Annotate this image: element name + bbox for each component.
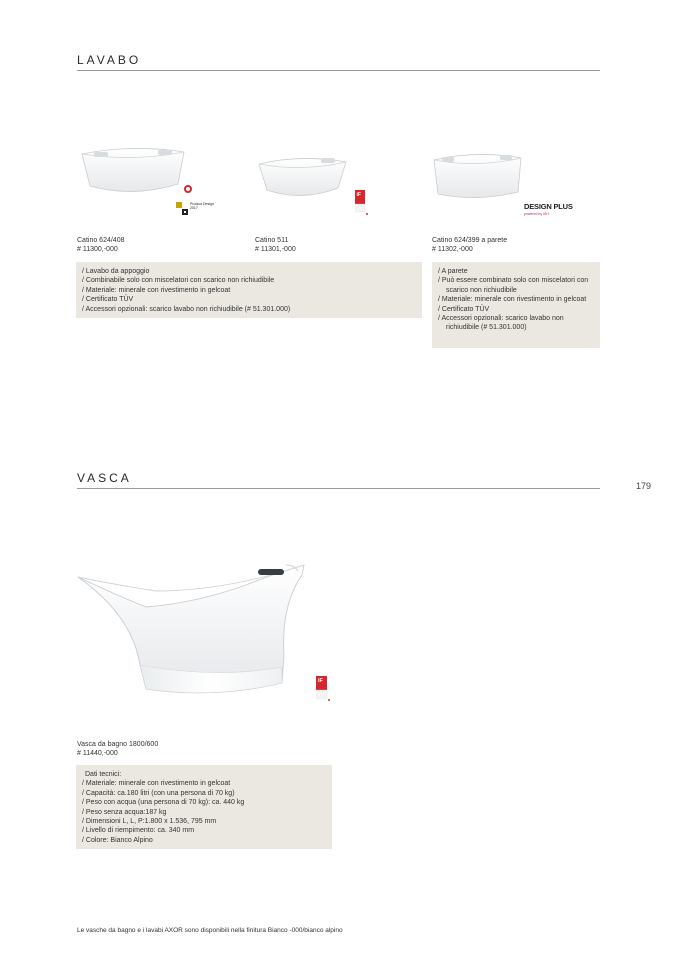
feature-item: / Certificato TÜV [82,295,416,304]
bathtub-image [76,555,308,705]
feature-item: / A parete [438,267,594,276]
page-number: 179 [636,481,652,491]
section-title-vasca: VASCA [77,471,132,485]
if-award-badge-catino-511 [355,190,369,218]
product-code: # 11300,-000 [77,246,118,253]
product-caption-vasca [77,740,158,758]
feature-item: / Combinabile solo con miscelatori con scarico non richiudibile [82,276,416,285]
product-name: Catino 624/408 [77,237,125,244]
feature-list [82,779,326,845]
feature-item: / Dimensioni L, L, P:1.800 x 1.536, 795 mm [82,817,326,826]
section-title-lavabo: LAVABO [77,53,142,67]
product-name: Vasca da bagno 1800/600 [77,741,159,748]
product-code: # 11301,-000 [255,246,296,253]
if-badge-text: iF [318,678,323,684]
basin-image-catino-624-408 [78,140,188,202]
spec-heading: Dati tecnici: [85,771,122,778]
product-caption-catino-624-408 [77,236,124,254]
if-badge-text: iF [356,192,361,198]
feature-item: / Certificato TÜV [438,305,594,314]
feature-item: / Materiale: minerale con rivestimento in gelcoat [82,286,416,295]
product-name: Catino 511 [255,237,289,244]
reddot-icon [176,183,216,217]
spec-box-catino-624-408 [76,262,422,318]
design-plus-subtext: powered by ISH [524,212,549,216]
footnote: Le vasche da bagno e i lavabi AXOR sono disponibili nella finitura Bianco -000/bianco alpino [77,927,343,934]
spec-box-catino-624-399 [432,262,600,348]
feature-item: / Peso con acqua (una persona di 70 kg): ca. 440 kg [82,798,326,807]
reddot-badge-text: Product Design 2017 [190,202,214,210]
if-award-badge-vasca [316,676,332,704]
feature-item: / Accessori opzionali: scarico lavabo non richiudibile (# 51.301.000) [438,314,594,333]
reddot-award-badge [176,183,216,217]
section-rule-lavabo [77,70,600,71]
feature-item: / Accessori opzionali: scarico lavabo non richiudibile (# 51.301.000) [82,305,416,314]
feature-item: / Può essere combinato solo con miscelatori con scarico non richiudibile [438,276,594,295]
product-caption-catino-624-399 [432,236,507,254]
feature-item: / Colore: Bianco Alpino [82,836,326,845]
feature-item: / Peso senza acqua:187 kg [82,808,326,817]
feature-item: / Lavabo da appoggio [82,267,416,276]
section-rule-vasca [77,488,600,489]
feature-item: / Materiale: minerale con rivestimento in gelcoat [82,779,326,788]
design-plus-badge [524,202,584,222]
basin-image-catino-511 [255,148,350,204]
feature-list [438,267,594,333]
product-caption-catino-511 [255,236,296,254]
basin-image-catino-624-399 [430,148,525,204]
feature-item: / Capacità: ca.180 litri (con una persona di 70 kg) [82,789,326,798]
design-plus-text: DESIGN PLUS [524,202,573,211]
product-name: Catino 624/399 a parete [432,237,508,244]
spec-box-vasca [76,765,332,849]
feature-list [82,267,416,314]
product-code: # 11440,-000 [77,750,118,757]
feature-item: / Materiale: minerale con rivestimento in gelcoat [438,295,594,304]
product-code: # 11302,-000 [432,246,473,253]
feature-item: / Livello di riempimento: ca. 340 mm [82,826,326,835]
